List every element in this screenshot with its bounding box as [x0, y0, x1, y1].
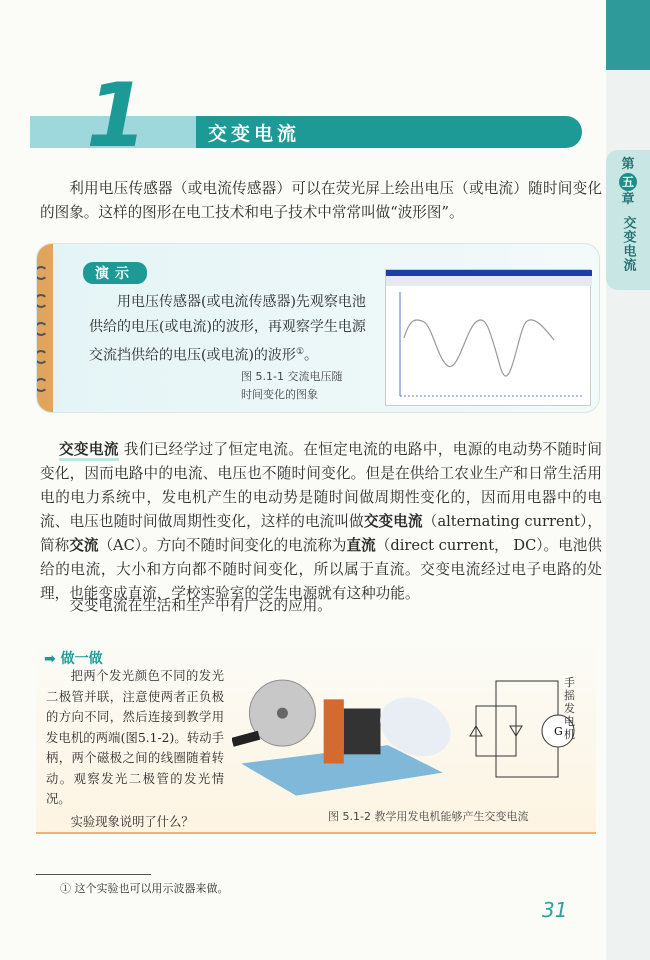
figure-caption: 图 5.1-2 教学用发电机能够产生交变电流: [328, 810, 529, 823]
chapter-label: 第: [621, 157, 635, 172]
chapter-number: 五: [619, 173, 637, 191]
section-title: 交变电流: [196, 116, 582, 148]
figure-caption: 图 5.1-1 交流电压随 时间变化的图象: [241, 370, 343, 401]
page-number: 31: [542, 898, 568, 922]
do-it-title: ➡ 做一做: [44, 651, 103, 667]
do-it-question: 实验现象说明了什么？: [70, 815, 194, 829]
demo-badge: 演示: [83, 262, 147, 284]
waveform-screenshot: [385, 269, 591, 406]
section-number: 1: [86, 64, 148, 167]
sine-wave: [404, 320, 554, 376]
main-paragraph: 交变电流 我们已经学过了恒定电流。在恒定电流的电路中，电源的电动势不随时间变化，因而电路中的电流、电压也不随时间变化。但是在供给工农业生产和日常生活用电的电力系统中，发电机产生的电动势是随时间做周期性变化的，因而用电器中的电流、电压也随时间做周期性变化，这样的电流叫做交变电流（alternating current），简称交流（AC）。方向不随时间变化的电流称为直流（direct current， DC）。电池供给的电流，大小和方向都不随时间变化，所以属于直流。交变电流经过电子电路的处理，也能变成直流，学校实验室的学生电源就有这种功能。: [40, 441, 602, 602]
svg-text:G: G: [554, 725, 563, 738]
circuit-label: 手摇发电机: [564, 676, 575, 741]
do-it-box: [36, 648, 596, 834]
term-heading: 交变电流: [59, 441, 119, 461]
generator-photo: [232, 666, 452, 806]
footnote-divider: [36, 874, 151, 875]
demo-text: 用电压传感器(或电流传感器)先观察电池供给的电压(或电流)的波形，再观察学生电源交流挡供给的电压(或电流)的波形①。: [89, 294, 366, 364]
do-it-text: 把两个发光颜色不同的发光二极管并联，注意使两者正负极的方向不同，然后连接到教学用发电机的两端(图5.1-2)。转动手柄，两个磁极之间的线圈随着转动。观察发光二极管的发光情况。: [46, 669, 224, 806]
chapter-tab: [606, 150, 650, 290]
intro-paragraph: 利用电压传感器（或电流传感器）可以在荧光屏上绘出电压（或电流）随时间变化的图象。这样的图形在电工技术和电子技术中常常叫做“波形图”。: [40, 180, 602, 221]
applications-paragraph: 交变电流在生活和生产中有广泛的应用。: [69, 597, 332, 614]
chapter-title: 交变电流: [620, 216, 636, 272]
footnote: ① 这个实验也可以用示波器来做。: [60, 882, 229, 895]
arrow-icon: ➡: [44, 651, 61, 667]
chapter-tab-top: [606, 0, 650, 70]
chapter-label: 章: [621, 192, 635, 207]
demo-box: [36, 243, 600, 413]
